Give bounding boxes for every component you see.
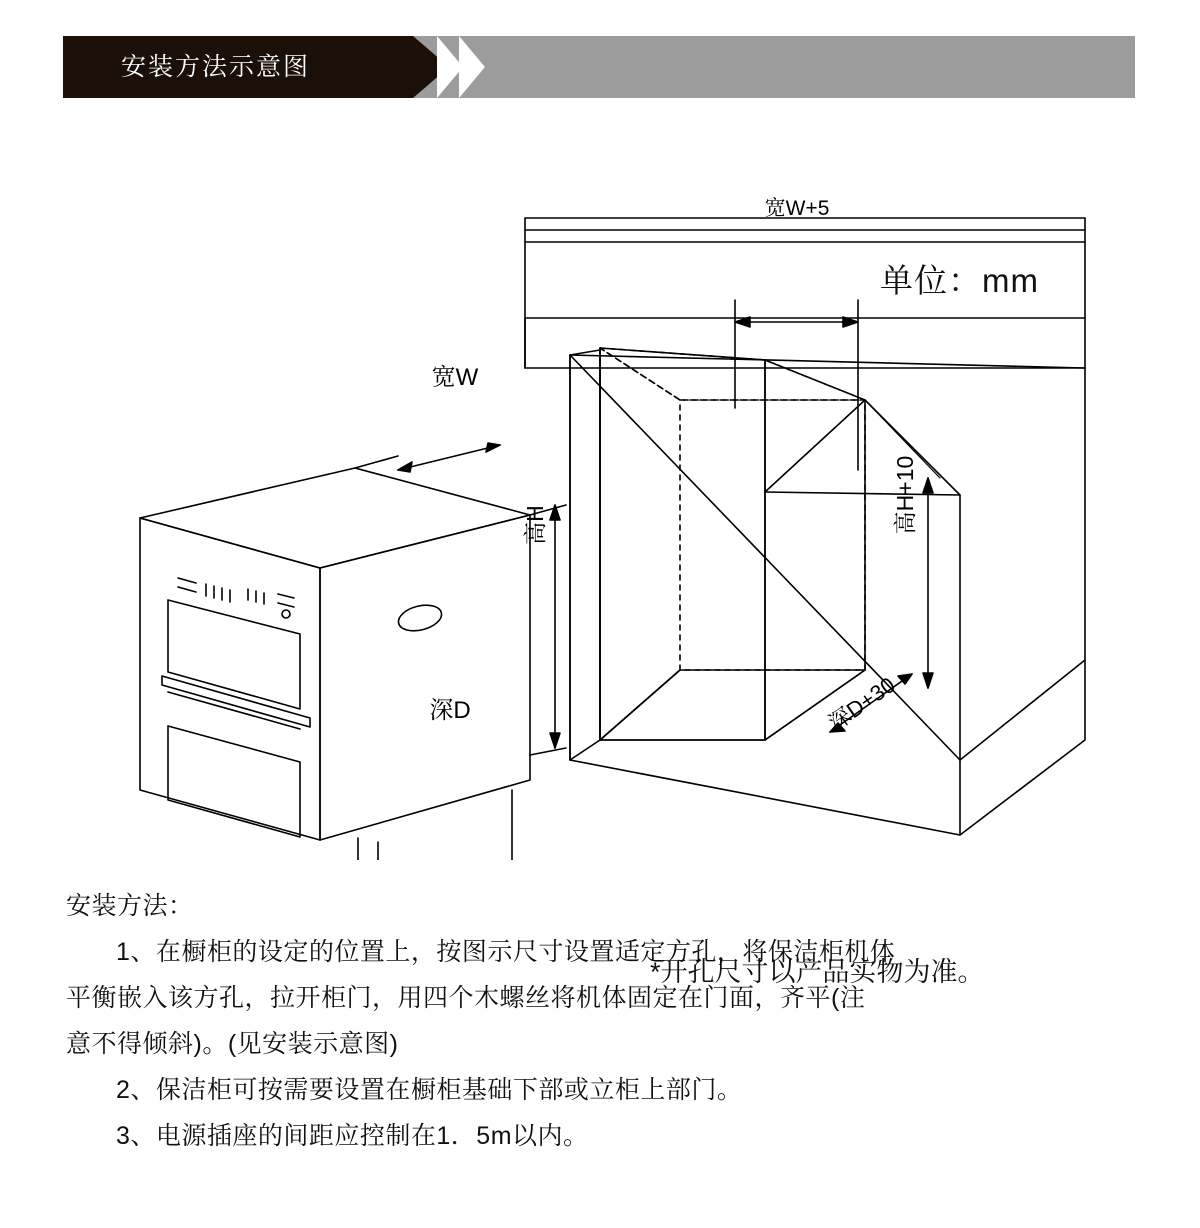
dim-label-depth-d-plus30: 深D+30 [823, 672, 900, 736]
section-header-banner [63, 36, 1135, 98]
instructions-heading: 安装方法： [66, 892, 194, 920]
installation-instructions [66, 884, 1136, 1160]
instruction-line-5: 3、电源插座的间距应控制在1．5m以内。 [116, 1122, 589, 1150]
page-title: 安装方法示意图 [121, 53, 311, 81]
opening-size-note: *开孔尺寸以产品实物为准。 [650, 957, 985, 987]
dim-label-width-w-plus5: 宽W+5 [764, 197, 830, 220]
instruction-line-2: 平衡嵌入该方孔，拉开柜门，用四个木螺丝将机体固定在门面，齐平(注 [66, 984, 866, 1012]
unit-label: 单位：mm [880, 262, 1039, 299]
dim-label-depth-d: 深D [429, 697, 471, 724]
chevron-right-icon [459, 36, 485, 98]
dim-label-width-w: 宽W [431, 364, 479, 391]
diagram-svg [0, 100, 1200, 860]
dim-label-height-h-plus10: 高H+10 [892, 455, 918, 535]
dim-label-height-h: 高H [522, 505, 548, 545]
instruction-line-4: 2、保洁柜可按需要设置在橱柜基础下部或立柜上部门。 [116, 1076, 743, 1104]
instruction-line-3: 意不得倾斜)。(见安装示意图) [66, 1030, 399, 1058]
instruction-line-1: 1、在橱柜的设定的位置上，按图示尺寸设置适定方孔，将保洁柜机体 [116, 938, 896, 966]
